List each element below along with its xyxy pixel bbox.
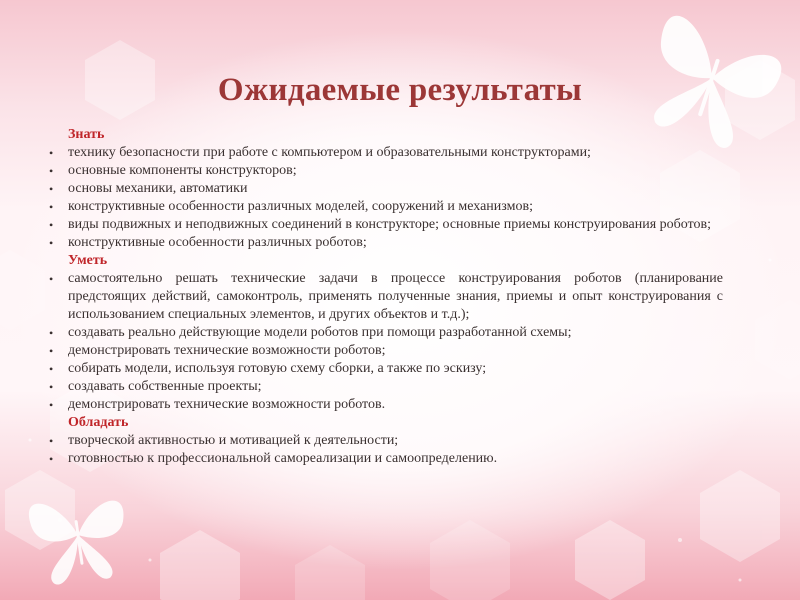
bullet-icon: • [49,344,54,358]
list-item: • создавать реально действующие модели роботов при помощи разработанной схемы; [49,325,572,340]
list-item: • виды подвижных и неподвижных соединений в конструкторе; основные приемы конструирования роботов; [49,217,712,232]
list-item: • творческой активностью и мотивацией к деятельности; [49,433,399,448]
slide-title: Ожидаемые результаты [217,72,583,108]
list-item: • создавать собственные проекты; [49,379,262,394]
hexagon-shape [755,300,800,380]
bullet-icon: • [49,326,54,340]
list-item: • конструктивные особенности различных моделей, сооружений и механизмов; [49,199,533,214]
bullet-icon: • [49,218,54,232]
list-item: • основные компоненты конструкторов; [49,163,297,178]
section-heading-know: Знать [68,127,105,142]
possess-list [47,432,723,468]
bullet-icon: • [49,236,54,250]
list-item: • демонстрировать технические возможности роботов. [49,397,386,412]
bullet-icon: • [49,380,54,394]
section-heading-possess: Обладать [68,415,129,430]
list-item: • собирать модели, используя готовую схему сборки, а также по эскизу; [49,361,487,376]
list-item: • самостоятельно решать технические задачи в процессе конструирования роботов (планирование предстоящих действий, самоконтроль, применять полученные знания, приемы и опыт конструирования с использованием специальных элементов, и других объектов и т.д.); [49,271,723,322]
hexagon-shape [160,530,240,600]
hexagon-shape [295,545,365,600]
hexagon-shape [700,470,780,562]
bullet-icon: • [49,452,54,466]
bullet-icon: • [49,146,54,160]
bullet-icon: • [49,164,54,178]
hexagon-shape [575,520,645,600]
section-heading-able: Уметь [68,253,108,268]
hexagon-shape [0,250,45,330]
bullet-icon: • [49,398,54,412]
bullet-icon: • [49,362,54,376]
bullet-icon: • [49,200,54,214]
list-item: • основы механики, автоматики [49,181,248,196]
list-item: • технику безопасности при работе с компьютером и образовательными конструкторами; [49,145,591,160]
list-item: • демонстрировать технические возможности роботов; [49,343,386,358]
hexagon-shape [430,520,510,600]
bullet-icon: • [49,272,54,286]
know-list [47,144,723,252]
list-item: • готовностью к профессиональной самореализации и самоопределению. [49,451,498,466]
bullet-icon: • [49,182,54,196]
list-item: • конструктивные особенности различных роботов; [49,235,367,250]
able-list [47,270,723,414]
bullet-icon: • [49,434,54,448]
content-body [47,126,723,468]
